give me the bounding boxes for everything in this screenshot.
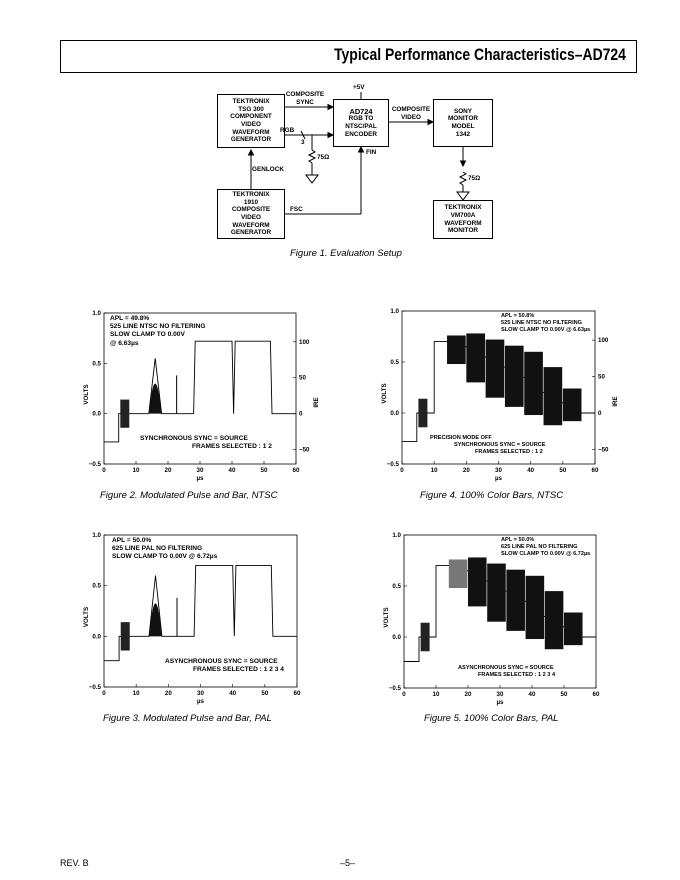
fig2-xtick-label: 20 — [164, 467, 172, 474]
fig2-xtick-label: 40 — [228, 467, 236, 474]
fig2-y2tick-label: 50 — [299, 374, 306, 382]
fig4-y2-axis-label: IRE — [612, 396, 619, 407]
figure-5-caption: Figure 5. 100% Color Bars, PAL — [424, 713, 559, 724]
fig2-y2tick-label: 0 — [299, 410, 303, 418]
fig4-color-bar — [466, 333, 485, 382]
figure-4-caption: Figure 4. 100% Color Bars, NTSC — [420, 490, 564, 501]
header-box — [60, 40, 637, 73]
fig4-color-bar — [544, 367, 563, 425]
fig2-mod-pulse — [149, 383, 162, 413]
fig5-xtick-label: 40 — [528, 691, 536, 698]
fig3-y-axis-label: VOLTS — [83, 606, 90, 628]
fig4-ytick-label: −0.5 — [386, 461, 399, 468]
fig5-color-bar — [545, 591, 564, 649]
bus-width-label: 3 — [301, 139, 305, 146]
fig5-burst — [421, 623, 430, 652]
page-title: Typical Performance Characteristics–AD724 — [334, 45, 626, 64]
fig5-xtick-label: 50 — [560, 691, 568, 698]
vm700-monitor-block: TEKTRONIX VM700A WAVEFORM MONITOR — [433, 200, 493, 239]
fig3-mod-pulse — [149, 603, 162, 636]
fig5-color-bar — [449, 559, 468, 588]
fig5-color-bar — [564, 613, 583, 646]
fig5-y-axis-label: VOLTS — [383, 607, 390, 628]
fsc-label: FSC — [290, 206, 303, 213]
fig5-x-axis-label: µs — [496, 699, 504, 706]
fig4-xtick-label: 0 — [400, 467, 404, 474]
fig5-color-bar — [487, 564, 506, 622]
fig4-ytick-label: 0.5 — [390, 359, 399, 366]
fig3-ytick-label: 1.0 — [92, 532, 101, 539]
figure-1-caption: Figure 1. Evaluation Setup — [290, 248, 402, 259]
sony-monitor-block: SONY MONITOR MODEL 1342 — [433, 99, 493, 147]
fig2-burst — [120, 400, 129, 428]
fig2-x-axis-label: µs — [196, 475, 204, 482]
fig3-trace — [104, 565, 297, 660]
ad724-encoder-block: AD724 RGB TO NTSC/PAL ENCODER — [333, 99, 389, 147]
fig3-xtick-label: 0 — [102, 690, 106, 697]
fig4-xtick-label: 20 — [462, 467, 470, 474]
fig4-color-bar — [524, 352, 543, 415]
figure-3-caption: Figure 3. Modulated Pulse and Bar, PAL — [103, 713, 272, 724]
fig3-x-axis-label: µs — [196, 698, 205, 705]
fig4-burst — [418, 399, 427, 428]
fig3-burst — [121, 622, 130, 650]
fig2-xtick-label: 60 — [292, 467, 300, 474]
fig2-xtick-label: 0 — [102, 467, 106, 474]
fig2-ytick-label: 0.5 — [92, 360, 101, 368]
figure-2-caption: Figure 2. Modulated Pulse and Bar, NTSC — [100, 490, 278, 501]
fig3-annotation-bottom: ASYNCHRONOUS SYNC = SOURCE FRAMES SELECTED : 1 2 3 4 — [165, 658, 284, 674]
fig5-xtick-label: 10 — [432, 691, 440, 698]
fig2-y2tick-label: 100 — [299, 338, 310, 346]
supply-label: +5V — [353, 84, 365, 91]
fig5-color-bar — [526, 576, 545, 639]
fig2-y-axis-label: VOLTS — [83, 384, 90, 405]
fig4-color-bar — [447, 335, 466, 364]
fig4-x-axis-label: µs — [494, 475, 503, 482]
fig5-xtick-label: 60 — [592, 691, 600, 698]
fig5-ytick-label: −0.5 — [388, 685, 401, 692]
page-number: –5– — [340, 858, 356, 868]
fig2-ytick-label: 1.0 — [92, 310, 101, 317]
fig4-ytick-label: 0.0 — [390, 410, 399, 417]
fin-label: FIN — [366, 149, 377, 156]
fig2-annotation-top: APL = 49.8% 525 LINE NTSC NO FILTERING SLOW CLAMP TO 0.00V @ 6.63µs — [110, 315, 206, 347]
fig4-xtick-label: 30 — [495, 467, 502, 474]
termination-label-2: 75Ω — [468, 175, 481, 182]
fig5-color-bar — [506, 570, 525, 631]
fig2-annotation-bottom: SYNCHRONOUS SYNC = SOURCE FRAMES SELECTED : 1 2 — [140, 435, 272, 451]
fig5-color-bar — [468, 557, 487, 606]
fig4-y2tick-label: 100 — [598, 337, 609, 345]
fig2-xtick-label: 10 — [132, 467, 140, 474]
fig4-color-bar — [563, 389, 582, 422]
fig2-ytick-label: −0.5 — [88, 461, 101, 468]
genlock-label: GENLOCK — [252, 166, 284, 173]
fig3-ytick-label: 0.0 — [92, 633, 101, 641]
fig2-xtick-label: 50 — [260, 467, 268, 474]
fig4-xtick-label: 50 — [559, 467, 567, 474]
revision-label: REV. B — [60, 858, 89, 868]
fig3-xtick-label: 40 — [229, 690, 237, 697]
fig4-y-axis-label: VOLTS — [381, 383, 388, 404]
fig4-y2tick-label: 0 — [598, 410, 602, 417]
fig4-y2tick-label: −50 — [598, 446, 609, 454]
fig2-ytick-label: 0.0 — [92, 410, 101, 418]
tsg300-generator-block: TEKTRONIX TSG 300 COMPONENT VIDEO WAVEFORM GENERATOR — [217, 94, 285, 148]
rgb-label: RGB — [280, 127, 295, 134]
composite-sync-label: COMPOSITE SYNC — [285, 91, 325, 106]
fig5-ytick-label: 0.0 — [392, 634, 401, 641]
fig4-xtick-label: 10 — [430, 467, 438, 474]
fig5-annotation-bottom: ASYNCHRONOUS SYNC = SOURCE FRAMES SELECTED : 1 2 3 4 — [458, 665, 556, 678]
fig4-ytick-label: 1.0 — [390, 308, 399, 315]
fig3-xtick-label: 30 — [197, 690, 204, 697]
fig2-y2tick-label: −50 — [299, 446, 310, 454]
fig5-xtick-label: 30 — [496, 691, 504, 698]
fig4-y2tick-label: 50 — [598, 373, 605, 381]
fig4-annotation-top: APL = 50.8% 525 LINE NTSC NO FILTERING SLOW CLAMP TO 0.00V @ 6.63µs — [501, 313, 591, 333]
fig5-annotation-top: APL = 50.0% 625 LINE PAL NO FILTERING SLOW CLAMP TO 0.00V @ 6.72µs — [501, 537, 591, 557]
tsg1910-generator-block: TEKTRONIX 1910 COMPOSITE VIDEO WAVEFORM GENERATOR — [217, 189, 285, 239]
fig4-trace — [402, 342, 595, 442]
fig4-color-bar — [505, 346, 524, 407]
fig3-ytick-label: 0.5 — [92, 582, 101, 590]
fig3-xtick-label: 60 — [293, 690, 301, 697]
fig5-xtick-label: 20 — [464, 691, 472, 698]
fig3-annotation-top: APL = 50.0% 625 LINE PAL NO FILTERING SLOW CLAMP TO 0.00V @ 6.72µs — [112, 537, 218, 561]
composite-video-label: COMPOSITE VIDEO — [391, 106, 431, 121]
fig3-xtick-label: 50 — [261, 690, 269, 697]
fig2-xtick-label: 30 — [196, 467, 204, 474]
fig5-ytick-label: 0.5 — [392, 583, 401, 590]
fig3-xtick-label: 20 — [164, 690, 172, 697]
termination-label-1: 75Ω — [317, 154, 330, 161]
fig4-annotation-bottom: PRECISION MODE OFF SYNCHRONOUS SYNC = SOURCE FRAMES SELECTED : 1 2 — [430, 435, 546, 455]
fig2-y2-axis-label: IRE — [313, 397, 320, 408]
fig5-trace — [404, 566, 596, 662]
fig5-xtick-label: 0 — [402, 691, 406, 698]
fig2-trace — [104, 341, 296, 442]
fig3-xtick-label: 10 — [132, 690, 140, 697]
fig5-ytick-label: 1.0 — [392, 532, 401, 539]
fig4-xtick-label: 40 — [527, 467, 535, 474]
fig4-xtick-label: 60 — [591, 467, 599, 474]
fig4-color-bar — [486, 340, 505, 398]
fig3-ytick-label: −0.5 — [88, 684, 101, 691]
